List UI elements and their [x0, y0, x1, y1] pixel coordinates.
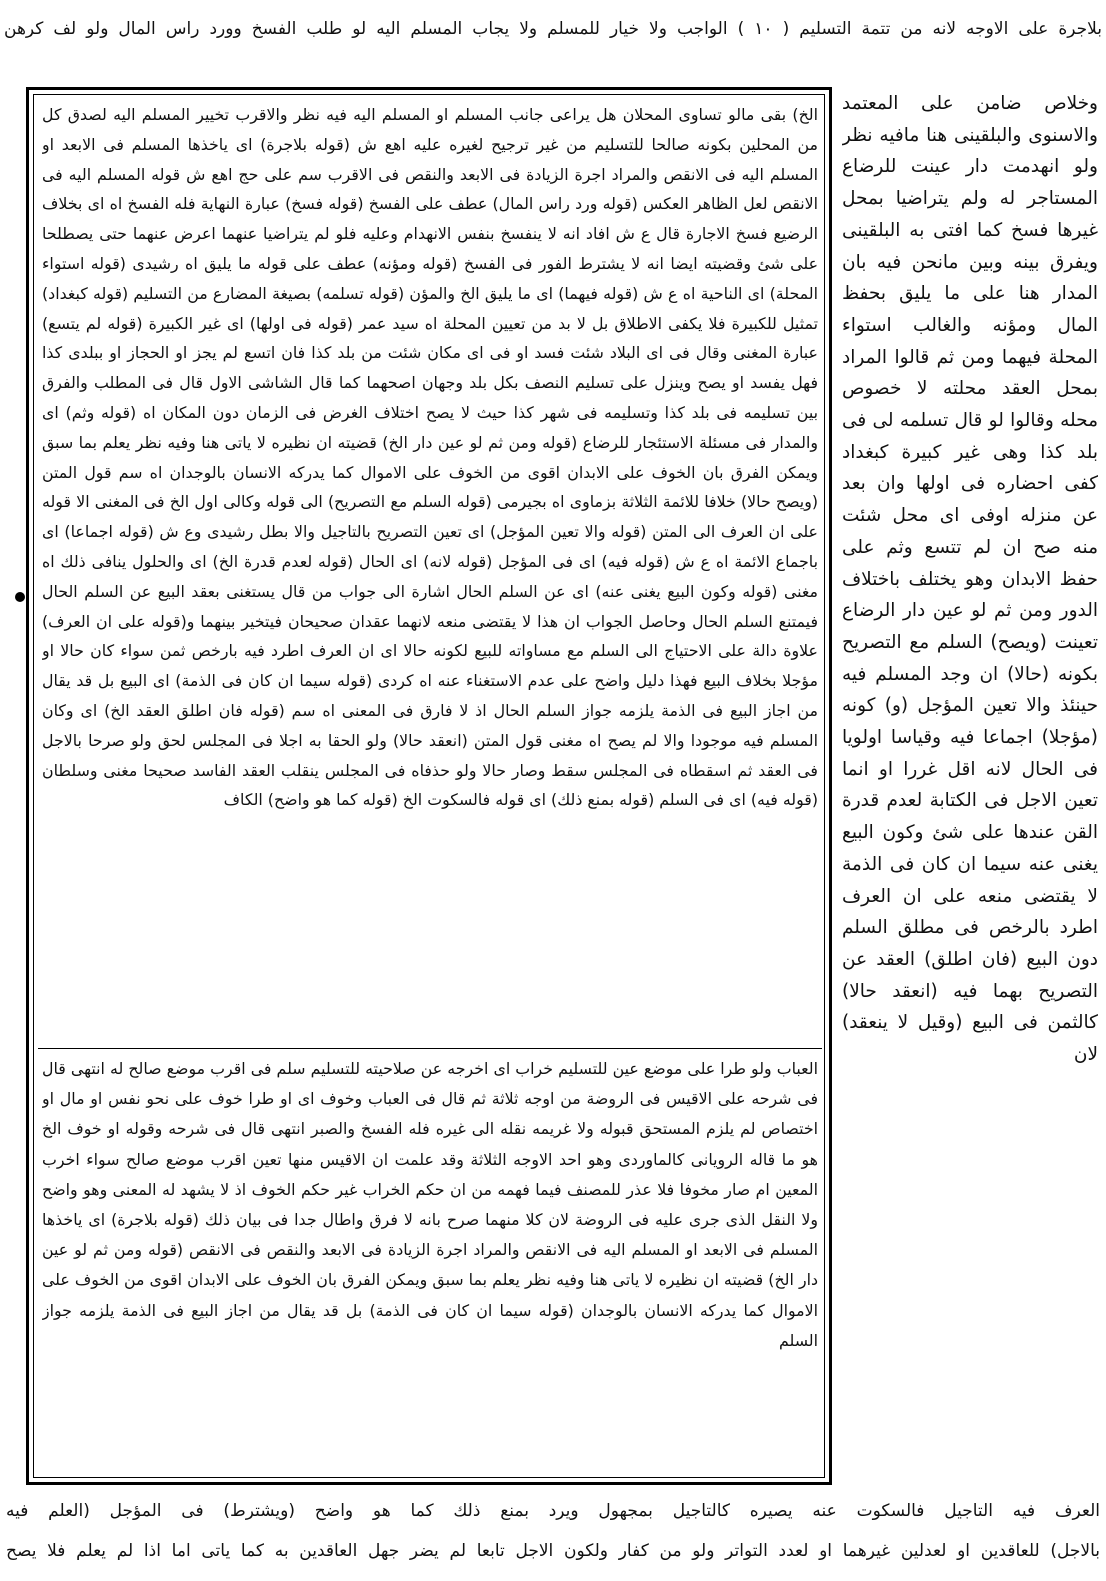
- side-column-text: وخلاص ضامن على المعتمد والاسنوى والبلقينى هنا مافيه نظر ولو انهدمت دار عينت للرضاع المستاجر له ولم يتراضيا بمحل غيرها فسخ كما افتى به البلقينى ويفرق بينه وبين مانحن فيه بان المدار هنا على ما يليق بحفظ المال ومؤنه والغالب استواء المحلة فيهما ومن ثم قالوا المراد بمحل العقد محلته لا خصوص محله وقالوا لو قال تسلمه لى فى بلد كذا وهى غير كبيرة كبغداد كفى احضاره فى اولها وان بعد عن منزله اوفى اى محل شئت منه صح ان لم تتسع وثم على حفظ الابدان وهو يختلف باختلاف الدور ومن ثم لو عين دار الرضاع تعينت (ويصح) السلم مع التصريح بكونه (حالا) ان وجد المسلم فيه حينئذ والا تعين المؤجل (و) كونه (مؤجلا) اجماعا فيه وقياسا اولويا فى الحال لانه اقل غررا او انما تعين الاجل فى الكتابة لعدم قدرة القن عندها على شئ وكون البيع يغنى عنه سيما ان كان فى الذمة لا يقتضى منعه على ان العرف اطرد بالرخص فى مطلق السلم دون البيع (فان اطلق) العقد عن التصريح بهما فيه (انعقد حالا) كالثمن فى البيع (وقيل لا ينعقد) لان: [842, 93, 1098, 1066]
- section-divider: [38, 1048, 822, 1049]
- lower-commentary-text: العباب ولو طرا على موضع عين للتسليم خراب اى اخرجه عن صلاحيته للتسليم سلم فى اقرب موضع صالح له انتهى قال فى شرحه على الاقيس فى الروضة من اوجه ثلاثة ثم قال فى العباب وخوف اى او طرا خوف على نحو نفس او مال او اختصاص لم يلزم المستحق قبوله ولا غريمه نقله الى غيره فله الفسخ والصبر انتهى قال فى شرحه وقوله او خوف الخ هو ما قاله الرويانى كالماوردى وهو احد الاوجه الثلاثة وقد علمت ان الاقيس منها تعين اقرب موضع صالح سواء اخرب المعين ام صار مخوفا فلا عذر للمصنف فيما فهمه من ان حكم الخراب غير حكم الخوف اذ لا يشهد له المعنى وهو واضح ولا النقل الذى جرى عليه فى الروضة لان كلا منهما صرح بانه لا فرق واطال جدا فى بيان ذلك (قوله بلاجرة) اى ياخذها المسلم فى الابعد او المسلم اليه فى الانقص والمراد اجرة الزيادة فى الابعد والنقص فى الانقص (قوله ومن ثم لو عين دار الخ) قضيته ان نظيره لا ياتى هنا وفيه نظر يعلم بما سبق ويمكن الفرق بان الخوف على الابدان اقوى من الخوف على الاموال كما يدركه الانسان بالوجدان (قوله سيما ان كان فى الذمة) بل قد يقال من اجاز البيع فى الذمة يلزمه جواز السلم: [42, 1059, 818, 1350]
- page-header: بلاجرة على الاوجه لانه من تتمة التسليم ( ١٠ ) الواجب ولا خيار للمسلم ولا يجاب المسلم اليه لو طلب الفسخ وورد راس المال ولو لف كرهن: [4, 19, 1102, 39]
- main-commentary-text: الخ) بقى مالو تساوى المحلان هل يراعى جانب المسلم او المسلم اليه فيه نظر والاقرب تخيير المسلم اليه لصدق كل من المحلين بكونه صالحا للتسليم من غير ترجيح لغيره عليه اهع ش (قوله بلاجرة) اى ياخذها المسلم فى الابعد او المسلم اليه فى الانقص والمراد اجرة الزيادة فى الابعد والنقص فى الاقرب سم على حج اهع ش قوله المسلم اليه فى الانقص لعل الظاهر العكس (قوله ورد راس المال) عطف على الفسخ (قوله فسخ) عبارة النهاية فله الفسخ اه اى بخلاف الرضيع فسخ الاجارة قال ع ش افاد انه لا ينفسخ بنفس الانهدام وعليه فلو لم يتراضيا عنهما اعرض عنهما حتى يصطلحا على شئ وقضيته ايضا انه لا يشترط الفور فى الفسخ (قوله ومؤنه) عطف على قوله ما يليق اه رشيدى (قوله استواء المحلة) اى الناحية اه ع ش (قوله فيهما) اى ما يليق الخ والمؤن (قوله تسلمه) بصيغة المضارع من التسليم (قوله كبغداد) تمثيل للكبيرة فلا يكفى الاطلاق بل لا بد من تعيين المحلة اه سيد عمر (قوله فى اولها) اى غير الكبيرة (قوله لم يتسع) عبارة المغنى وقال فى اى البلاد شئت فسد او فى اى مكان شئت من بلد كذا فان اتسع لم يجز او الحجاز او ببلدى كذا فهل يفسد او يصح وينزل على تسليم النصف بكل بلد وجهان اصحهما كما قال الشاشى الاول قال فى المطلب والفرق بين تسليمه فى بلد كذا وتسليمه فى شهر كذا حيث لا يصح اختلاف الغرض فى الزمان دون المكان اه (قوله وثم) اى والمدار فى مسئلة الاستئجار للرضاع (قوله ومن ثم لو عين دار الخ) قضيته ان نظيره لا ياتى هنا وفيه نظر يعلم بما سبق ويمكن الفرق بان الخوف على الابدان اقوى من الخوف على الاموال كما يدركه الانسان بالوجدان اه سم قول المتن (ويصح حالا) خلافا للائمة الثلاثة بزماوى اه بجيرمى (قوله السلم مع التصريح) الى قوله وكالى اول الخ فى المغنى الا قوله على ان العرف الى المتن (قوله والا تعين المؤجل) اى تعين التصريح بالتاجيل والا بطل رشيدى وع ش (قوله اجماعا) اى باجماع الائمة اه ع ش (قوله فيه) اى فى المؤجل (قوله لانه) اى الحال (قوله لعدم قدرة الخ) اى والحلول ينافى ذلك اه مغنى (قوله وكون البيع يغنى عنه) اى عن السلم الحال اشارة الى جواب من قال يستغنى بعقد البيع عن السلم الحال فيمتنع السلم الحال وحاصل الجواب ان هذا لا يقتضى منعه لانهما عقدان صحيحان فيتخير بينهما و(قوله على ان العرف) علاوة دالة على الاحتياج الى السلم مع مساواته للبيع لكونه حالا اى ان العرف اطرد فيه بارخص ثمن سواء كان حالا او مؤجلا بخلاف البيع فهذا دليل واضح على عدم الاستغناء عنه اه كردى (قوله سيما ان كان فى الذمة) اى البيع بل قد يقال من اجاز البيع فى الذمة يلزمه جواز السلم الحال اذ لا فارق فى المعنى اه سم (قوله فان اطلق العقد الخ) اى وكان المسلم فيه موجودا والا لم يصح اه مغنى قول المتن (انعقد حالا) ولو الحقا به اجلا فى المجلس لحق ولو صرحا بالاجل فى العقد ثم اسقطاه فى المجلس سقط وصار حالا ولو حذفاه فى المجلس ينقلب العقد الفاسد صحيحا مغنى وسلطان (قوله فيه) اى فى السلم (قوله بمنع ذلك) اى قوله فالسكوت الخ (قوله كما هو واضح) الكاف: [42, 105, 818, 810]
- footer-line-1: العرف فيه التاجيل فالسكوت عنه يصيره كالتاجيل بمجهول ويرد بمنع ذلك كما هو واضح (ويشترط) فى المؤجل (العلم فيه: [6, 1501, 1100, 1521]
- footer-line-2: بالاجل) للعاقدين او لعدلين غيرهما او لعدد التواتر ولو من كفار ولكون الاجل تابعا لم يضر جهل العاقدين به كما ياتى اما اذا لم يعلم فلا يصح: [6, 1541, 1100, 1561]
- margin-dot-mark: [15, 592, 25, 602]
